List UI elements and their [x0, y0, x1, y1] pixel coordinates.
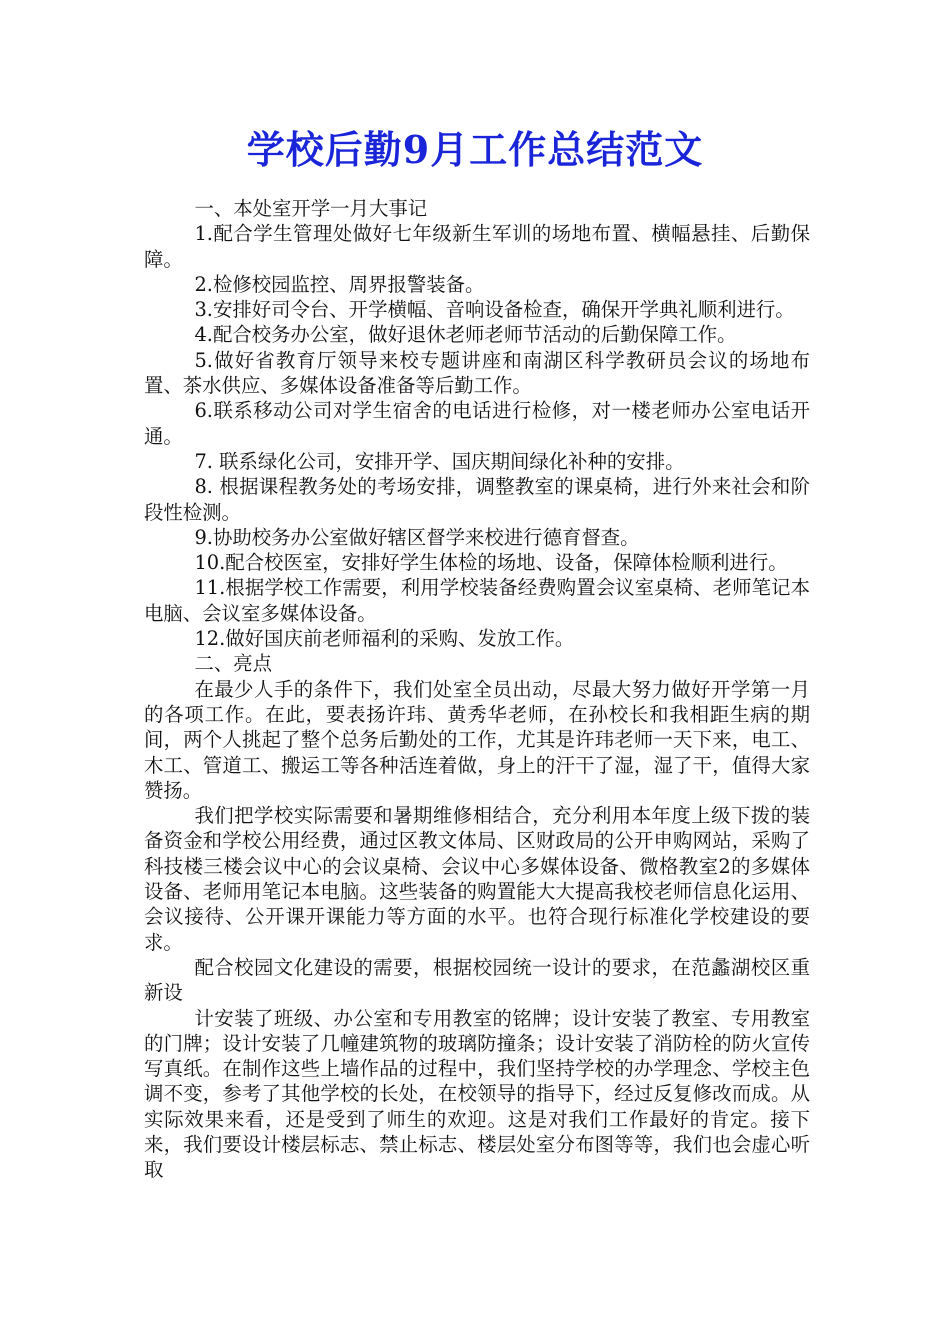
list-item: 5.做好省教育厅领导来校专题讲座和南湖区科学教研员会议的场地布置、茶水供应、多媒体设备准备等后勤工作。 — [144, 348, 810, 398]
list-item: 4.配合校务办公室，做好退休老师老师节活动的后勤保障工作。 — [194, 323, 737, 347]
body-paragraph: 计安装了班级、办公室和专用教室的铭牌；设计安装了教室、专用教室的门牌；设计安装了几幢建筑物的玻璃防撞条；设计安装了消防栓的防火宣传写真纸。在制作这些上墙作品的过程中，我们坚持学校的办学理念、学校主色调不变，参考了其他学校的长处，在校领导的指导下，经过反复修改而成。从实际效果来看，还是受到了师生的欢迎。这是对我们工作最好的肯定。接下来，我们要设计楼层标志、禁止标志、楼层处室分布图等等，我们也会虚心听取 — [144, 1006, 810, 1182]
list-item: 9.协助校务办公室做好辖区督学来校进行德育督查。 — [194, 525, 640, 549]
list-item: 8. 根据课程教务处的考场安排，调整教室的课桌椅，进行外来社会和阶段性检测。 — [144, 475, 810, 524]
list-item: 6.联系移动公司对学生宿舍的电话进行检修，对一楼老师办公室电话开通。 — [144, 399, 810, 448]
body-paragraph: 在最少人手的条件下，我们处室全员出动，尽最大努力做好开学第一月的各项工作。在此，要表扬许玮、黄秀华老师，在孙校长和我相距生病的期间，两个人挑起了整个总务后勤处的工作，尤其是许玮老师一天下来，电工、木工、管道工、搬运工等各种活连着做，身上的汗干了湿，湿了干，值得大家赞扬。 — [144, 677, 810, 802]
list-item: 7. 联系绿化公司，安排开学、国庆期间绿化补种的安排。 — [194, 449, 685, 473]
list-item: 1.配合学生管理处做好七年级新生军训的场地布置、横幅悬挂、后勤保障。 — [144, 222, 810, 271]
body-paragraph: 配合校园文化建设的需要，根据校园统一设计的要求，在范蠡湖校区重新设 — [144, 955, 810, 1005]
section-heading-highlights: 二、亮点 — [194, 652, 272, 676]
body-paragraph: 我们把学校实际需要和暑期维修相结合，充分利用本年度上级下拨的装备资金和学校公用经费，通过区教文体局、区财政局的公开申购网站，采购了科技楼三楼会议中心的会议桌椅、会议中心多媒体设备、微格教室2的多媒体设备、老师用笔记本电脑。这些装备的购置能大大提高我校老师信息化运用、会议接待、公开课开课能力等方面的水平。也符合现行标准化学校建设的要求。 — [144, 804, 810, 954]
section-heading-events: 一、本处室开学一月大事记 — [194, 197, 428, 220]
list-item: 10.配合校医室，安排好学生体检的场地、设备，保障体检顺利进行。 — [194, 551, 788, 575]
list-item: 11.根据学校工作需要，利用学校装备经费购置会议室桌椅、老师笔记本电脑、会议室多媒体设备。 — [144, 576, 810, 625]
document-body — [144, 196, 810, 1183]
document-title: 学校后勤9月工作总结范文 — [246, 127, 704, 172]
list-item: 3.安排好司令台、开学横幅、音响设备检查，确保开学典礼顺利进行。 — [194, 298, 795, 322]
list-item: 12.做好国庆前老师福利的采购、发放工作。 — [194, 627, 575, 651]
list-item: 2.检修校园监控、周界报警装备。 — [194, 272, 485, 296]
